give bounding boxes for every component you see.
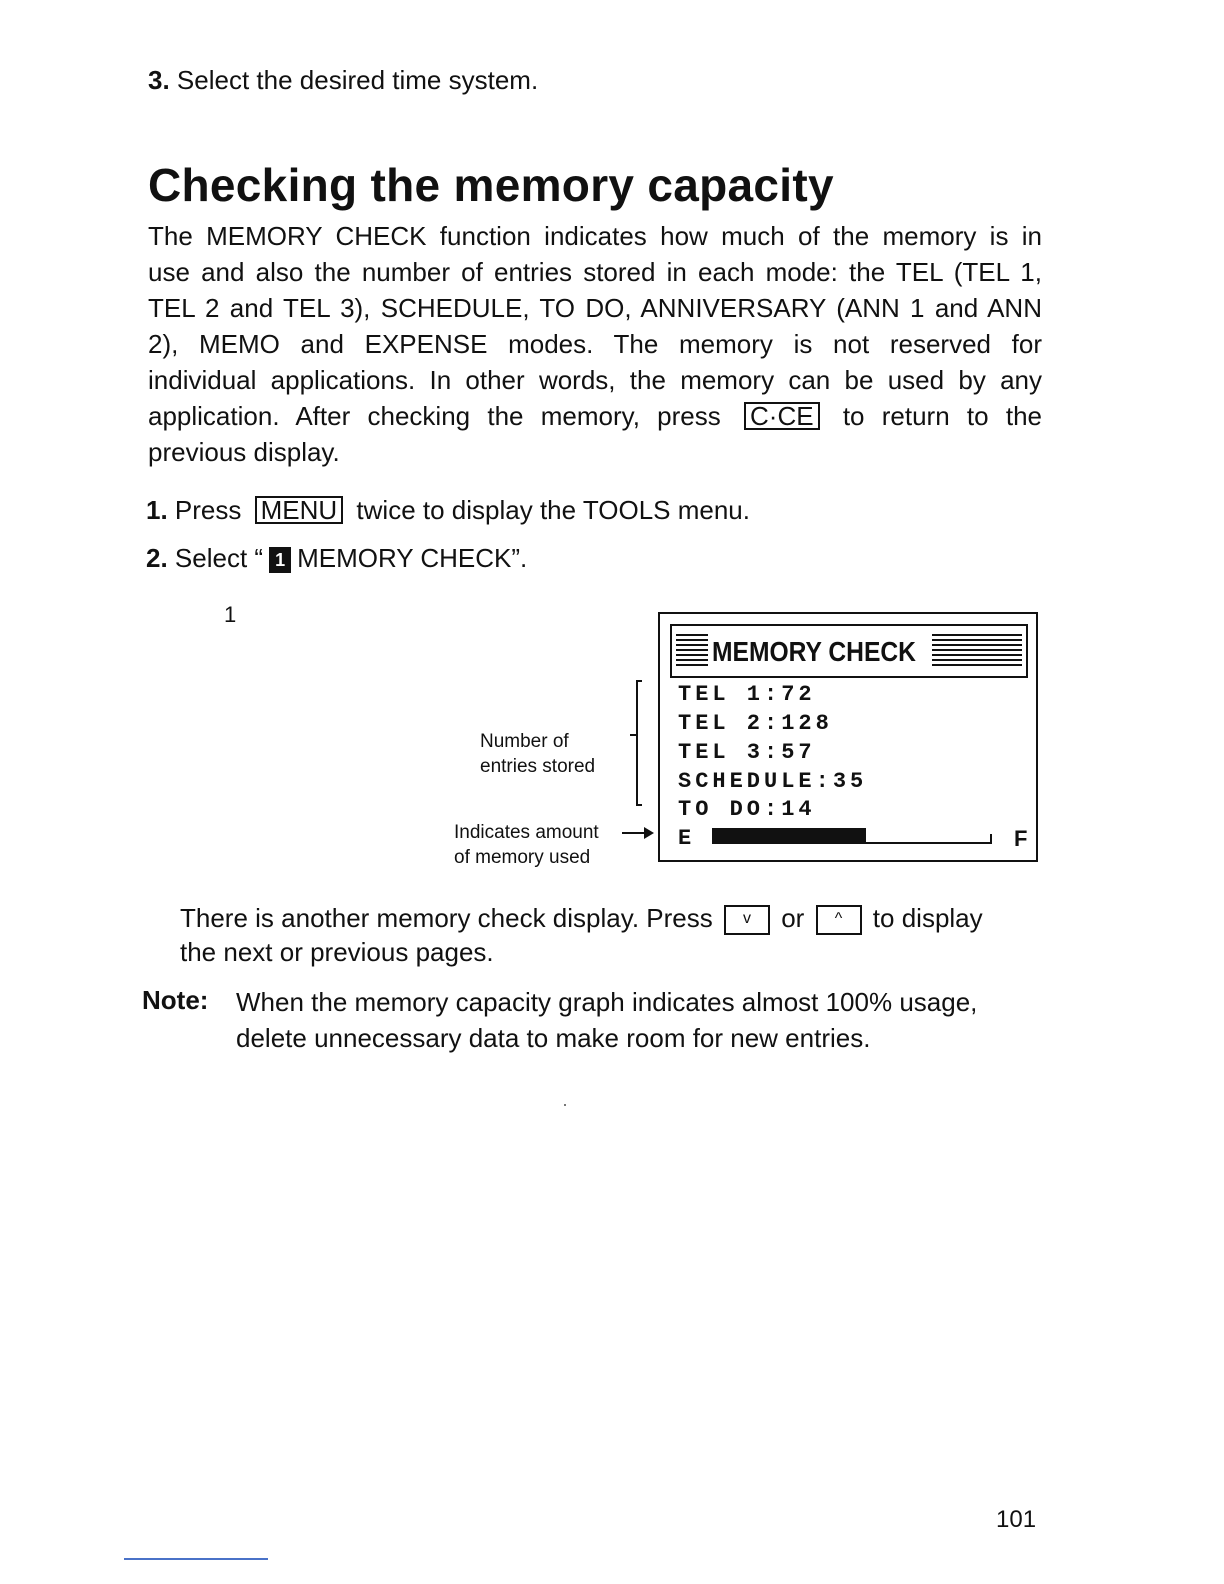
- entry-row: SCHEDULE:35: [678, 769, 868, 794]
- step-text: twice to display the TOOLS menu.: [356, 495, 750, 525]
- paragraph-line: The MEMORY CHECK function indicates how much of the memory is in: [148, 221, 1042, 251]
- paragraph-line: previous display.: [148, 437, 340, 467]
- arrow-line: [622, 832, 646, 834]
- cce-key: C·CE: [744, 402, 820, 430]
- figure-label: 1: [224, 602, 237, 627]
- down-key: v: [724, 905, 770, 935]
- note-line2: delete unnecessary data to make room for new entries.: [236, 1023, 871, 1053]
- memory-bar-fill: [712, 828, 866, 844]
- note-line1: When the memory capacity graph indicates almost 100% usage,: [236, 987, 978, 1017]
- screen-title: MEMORY CHECK: [712, 636, 916, 667]
- screen-title-bar: [670, 624, 1028, 678]
- other-display-line2: the next or previous pages.: [180, 937, 494, 967]
- memory-bar-end: [990, 834, 992, 844]
- page-number: 101: [996, 1506, 1037, 1533]
- other-display-line1: [180, 902, 983, 935]
- step-2: [146, 542, 527, 574]
- paragraph-text: to return to the: [842, 401, 1042, 431]
- annotation-entries-line2: entries stored: [480, 756, 596, 777]
- entry-row: TEL 3:57: [678, 740, 816, 765]
- step-text: Select the desired time system.: [176, 65, 539, 95]
- step-number: 2.: [146, 543, 168, 573]
- paragraph-text: application. After checking the memory, press: [148, 401, 721, 431]
- paragraph-text: There is another memory check display. Press: [180, 903, 713, 933]
- annotation-memory-line2: of memory used: [454, 847, 591, 868]
- paragraph-text: or: [781, 903, 805, 933]
- step-number: 1.: [146, 495, 168, 525]
- step-text: Select “: [174, 543, 264, 573]
- title-stripes-left: [676, 634, 708, 668]
- paragraph-line: TEL 2 and TEL 3), SCHEDULE, TO DO, ANNIVERSARY (ANN 1 and ANN: [148, 293, 1042, 323]
- step-number: 3.: [148, 65, 170, 95]
- paragraph-line: 2), MEMO and EXPENSE modes. The memory is not reserved for: [148, 329, 1042, 359]
- step-1: [146, 494, 750, 526]
- brace: [636, 680, 638, 806]
- paragraph-text: to display: [872, 903, 983, 933]
- annotation-entries-line1: Number of: [480, 731, 569, 752]
- menu-key: MENU: [255, 496, 344, 524]
- annotation-memory-line1: Indicates amount: [454, 822, 599, 843]
- step-text: MEMORY CHECK”.: [297, 543, 528, 573]
- brace-bottom: [636, 804, 642, 806]
- note-label: Note:: [142, 985, 209, 1015]
- entry-row: TO DO:14: [678, 797, 816, 822]
- full-label: F: [1014, 826, 1028, 851]
- paragraph-line: use and also the number of entries stored in each mode: the TEL (TEL 1,: [148, 257, 1042, 287]
- entry-row: TEL 2:128: [678, 711, 833, 736]
- menu-number-badge: 1: [269, 547, 291, 573]
- step-text: Press: [174, 495, 242, 525]
- up-key: ^: [816, 905, 862, 935]
- brace-top: [636, 680, 642, 682]
- page-title: Checking the memory capacity: [148, 159, 834, 211]
- paragraph-line: individual applications. In other words, the memory can be used by any: [148, 365, 1042, 395]
- step-3: [148, 64, 538, 96]
- brace-tip: [630, 734, 638, 736]
- arrow-right-icon: [644, 827, 654, 839]
- title-stripes-right: [932, 634, 1022, 668]
- empty-label: E: [678, 826, 692, 851]
- paragraph-line-with-key: [148, 400, 1042, 432]
- entry-row: TEL 1:72: [678, 682, 816, 707]
- scan-speck: [564, 1104, 566, 1106]
- footer-rule: [124, 1558, 268, 1560]
- memory-check-screen: [658, 612, 1038, 862]
